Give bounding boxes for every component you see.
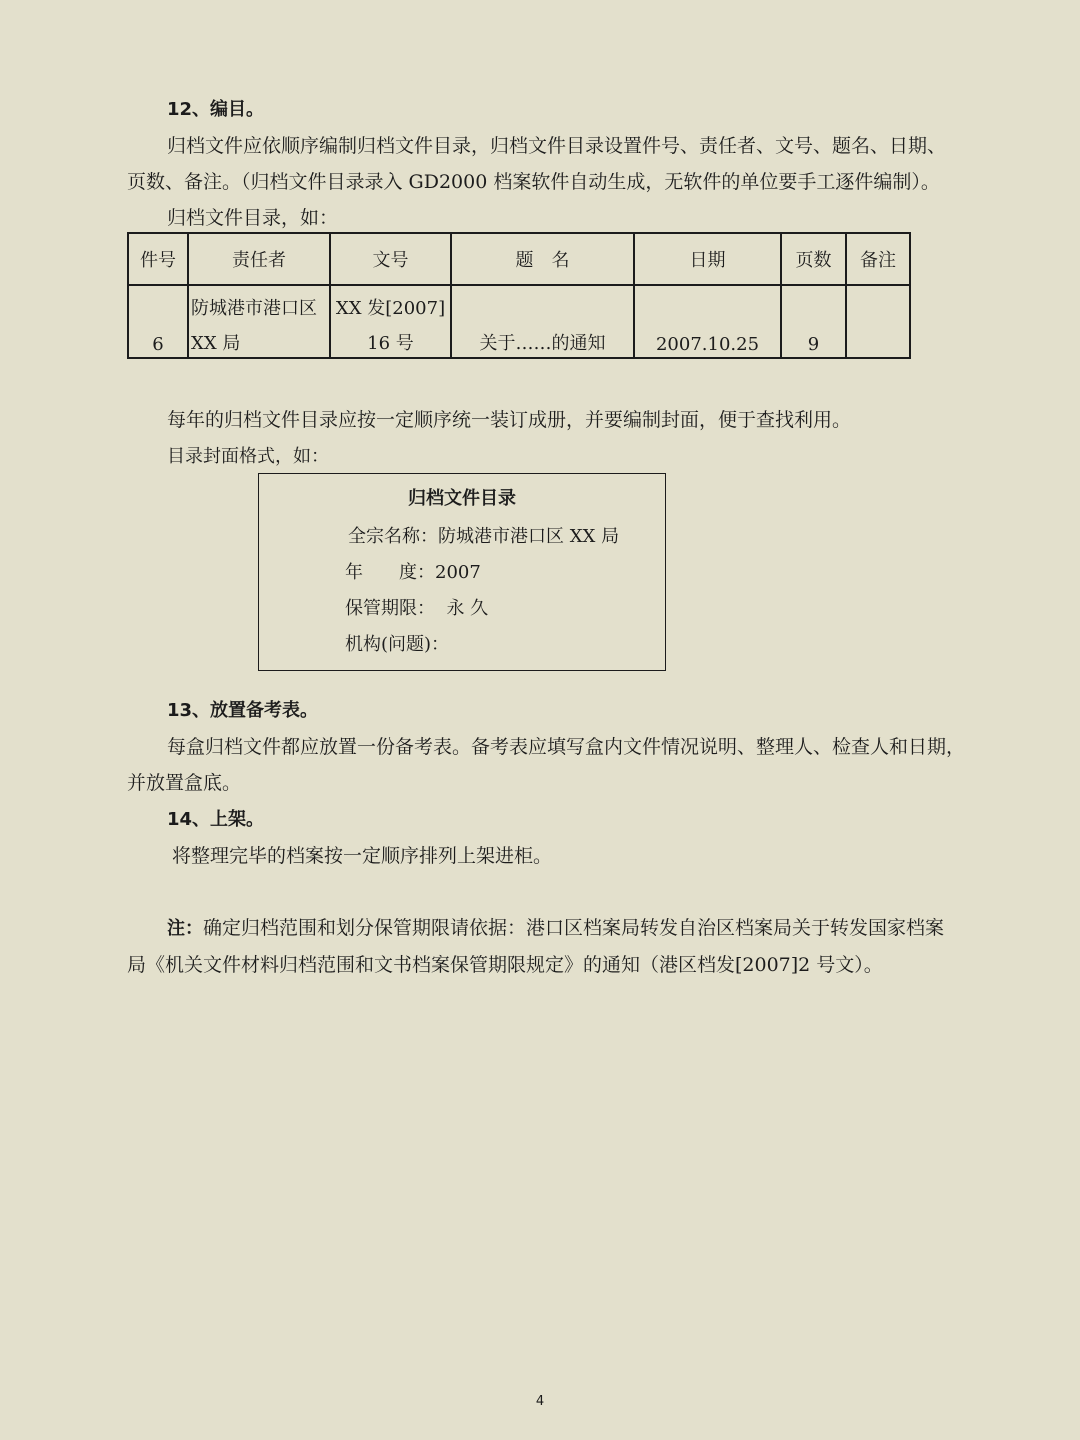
table-header-cell: 件号 bbox=[128, 233, 188, 285]
note-label: 注： bbox=[167, 918, 203, 939]
section-13-heading: 13、放置备考表。 bbox=[167, 700, 319, 721]
cover-format-label: 目录封面格式，如： bbox=[167, 446, 329, 467]
archive-catalog-table bbox=[127, 232, 911, 359]
responsible-line: 防城港市港口区 bbox=[191, 298, 317, 319]
cover-year-line bbox=[345, 558, 481, 584]
table-cell-title bbox=[451, 285, 634, 358]
table-header-cell: 页数 bbox=[781, 233, 846, 285]
cover-org-line bbox=[345, 630, 449, 656]
note-text: 确定归档范围和划分保管期限请依据：港口区档案局转发自治区档案局关于转发国家档案 bbox=[203, 917, 945, 939]
section-12-paragraph-line: 归档文件应依顺序编制归档文件目录，归档文件目录设置件号、责任者、文号、题名、日期、 bbox=[167, 135, 947, 157]
note-line: 局《机关文件材料归档范围和文书档案保管期限规定》的通知（港区档发[2007]2 号文）。 bbox=[127, 954, 883, 976]
doc-date: 2007.10.25 bbox=[655, 334, 760, 355]
binding-instruction: 每年的归档文件目录应按一定顺序统一装订成册，并要编制封面，便于查找利用。 bbox=[167, 409, 852, 431]
cover-retention-line bbox=[345, 594, 488, 620]
doc-title: 关于……的通知 bbox=[479, 333, 606, 354]
note-line bbox=[167, 914, 944, 943]
doc-number-line: XX 发[2007] bbox=[335, 298, 446, 319]
table-header-cell: 备注 bbox=[846, 233, 910, 285]
doc-pages: 9 bbox=[807, 334, 820, 355]
table-cell-remarks bbox=[846, 285, 910, 358]
table-header-row bbox=[128, 233, 910, 285]
cover-fonds-line bbox=[348, 522, 619, 548]
section-13-paragraph-line: 并放置盒底。 bbox=[127, 772, 242, 794]
section-12-paragraph-line: 页数、备注。（归档文件目录录入 GD2000 档案软件自动生成，无软件的单位要手工逐件编制）。 bbox=[127, 171, 940, 193]
table-header-cell: 题 名 bbox=[451, 233, 634, 285]
doc-number-line: 16 号 bbox=[367, 333, 414, 354]
retention-label: 保管期限： bbox=[345, 598, 435, 619]
table-cell-responsible bbox=[188, 285, 330, 358]
responsible-line: XX 局 bbox=[191, 333, 241, 354]
section-12-example-label: 归档文件目录，如： bbox=[167, 207, 339, 229]
table-header-cell: 日期 bbox=[634, 233, 781, 285]
table-header-cell: 文号 bbox=[330, 233, 451, 285]
item-number: 6 bbox=[152, 334, 164, 355]
table-cell-pages bbox=[781, 285, 846, 358]
table-cell-doc-number bbox=[330, 285, 451, 358]
section-12-heading: 12、编目。 bbox=[167, 99, 265, 120]
fonds-label: 全宗名称： bbox=[348, 526, 438, 547]
section-14-paragraph-line: 将整理完毕的档案按一定顺序排列上架进柜。 bbox=[172, 845, 553, 867]
table-header-cell: 责任者 bbox=[188, 233, 330, 285]
retention-value: 永 久 bbox=[446, 598, 489, 619]
table-cell-number bbox=[128, 285, 188, 358]
table-cell-date bbox=[634, 285, 781, 358]
cover-title: 归档文件目录 bbox=[408, 488, 516, 509]
table-row bbox=[128, 285, 910, 358]
section-13-paragraph-line: 每盒归档文件都应放置一份备考表。备考表应填写盒内文件情况说明、整理人、检查人和日期， bbox=[167, 736, 966, 758]
fonds-value: 防城港市港口区 XX 局 bbox=[438, 526, 620, 547]
org-label: 机构(问题)： bbox=[345, 634, 450, 655]
catalog-cover-example bbox=[258, 473, 666, 671]
year-value: 2007 bbox=[435, 562, 481, 583]
section-14-heading: 14、上架。 bbox=[167, 809, 265, 830]
year-label: 年 度： bbox=[345, 562, 435, 583]
page-number: 4 bbox=[535, 1394, 545, 1409]
